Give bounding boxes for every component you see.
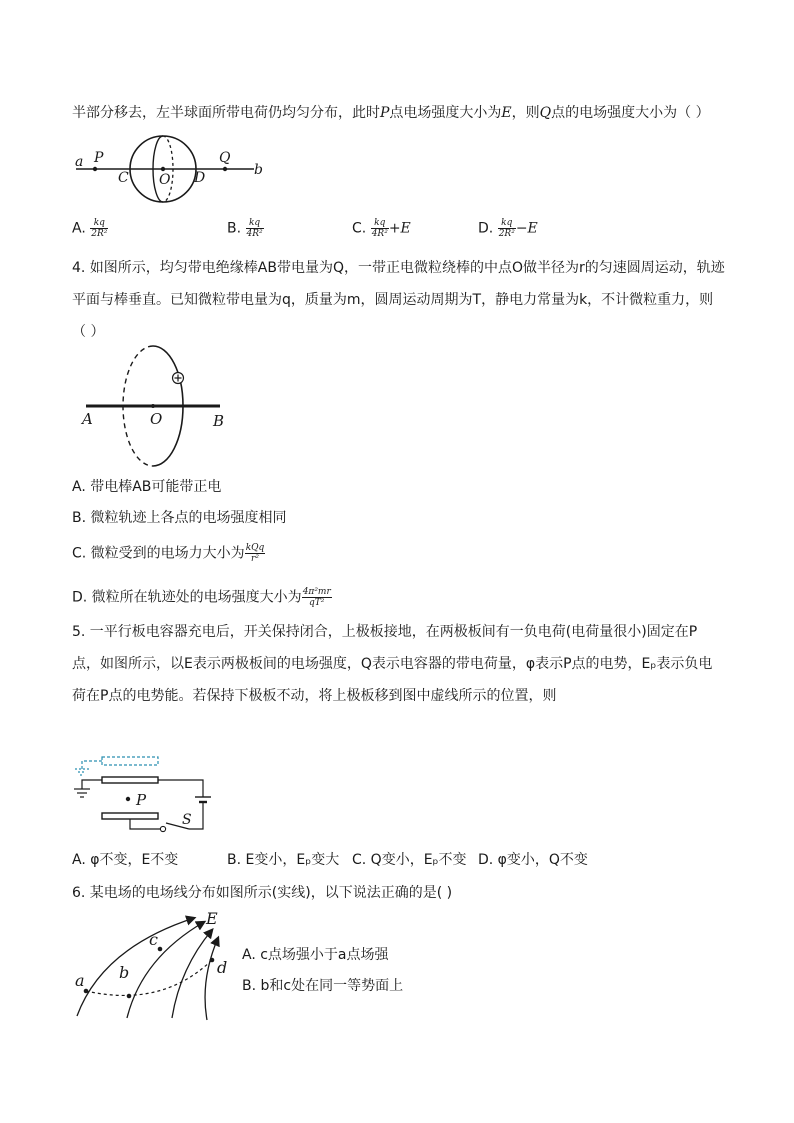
q6-stem: 6. 某电场的电场线分布如图所示(实线)，以下说法正确的是( ) [72,885,453,901]
label-C: C [118,170,129,186]
q6-option-b: B. b和c处在同一等势面上 [242,978,404,994]
q4-option-c: C. 微粒受到的电场力大小为 $\frac{\text{kQq}}{\text{r²}}$ [72,543,265,564]
q5-stem-line2: 点，如图所示，以E表示两极板间的电场强度，Q表示电容器的带电荷量，φ表示P点的电势，Eₚ表示负电 [72,656,713,672]
label-a: a [75,154,84,170]
q6-option-a: A. c点场强小于a点场强 [242,947,389,963]
q5-option-d: D. φ变小，Q不变 [478,852,588,868]
q4-option-b: B. 微粒轨迹上各点的电场强度相同 [72,510,287,526]
q5-option-a: A. φ不变，E不变 [72,852,179,868]
label-d: d [217,958,228,977]
label-Q: Q [219,150,231,166]
label-E: E [206,909,218,928]
q3-option-a: A. $\frac{kq}{\text{2R²}}$ [72,218,108,239]
label-c: c [149,930,158,949]
q6-field-lines-figure [72,908,242,1020]
q3-stem: 半部分移去，左半球面所带电荷仍均匀分布，此时P点电场强度大小为E，则Q点的电场强度大小为（ ） [72,105,710,121]
q4-stem-line3: （ ） [72,324,105,340]
label-P: P [136,791,147,809]
q5-stem-line1: 5. 一平行板电容器充电后，开关保持闭合，上极板接地，在两极板间有一负电荷(电荷量很小)固定在P [72,624,698,640]
label-b: b [119,963,130,982]
label-P: P [94,150,104,166]
label-O: O [150,410,163,428]
label-A: A [82,410,93,428]
q5-option-b: B. E变小，Eₚ变大 [227,852,340,868]
q5-stem-line3: 荷在P点的电势能。若保持下极板不动，将上极板移到图中虚线所示的位置，则 [72,688,557,704]
q4-stem-line2: 平面与棒垂直。已知微粒带电量为q，质量为m，圆周运动周期为T，静电力常量为k，不计微粒重力，则 [72,292,714,308]
q4-rod-figure [80,340,230,490]
label-B: B [213,412,225,430]
q4-option-a: A. 带电棒AB可能带正电 [72,479,222,495]
q5-capacitor-figure [72,755,212,840]
q3-option-c: C. $\frac{kq}{\text{4R²}}$ +E [352,218,411,239]
q5-option-c: C. Q变小，Eₚ不变 [352,852,467,868]
q3-option-d: D. $\frac{kq}{\text{2R²}}$ −E [478,218,538,239]
label-D: D [194,170,206,186]
label-O: O [159,172,171,188]
q4-option-d: D. 微粒所在轨迹处的电场强度大小为 $\frac{\text{4π²mr}}{\text{qT²}}$ [72,587,331,608]
label-a: a [75,971,85,990]
q4-stem-line1: 4. 如图所示，均匀带电绝缘棒AB带电量为Q，一带正电微粒绕棒的中点O做半径为r的匀速圆周运动，轨迹 [72,260,725,276]
q3-sphere-figure [70,140,270,210]
q3-option-b: B. $\frac{kq}{\text{4R²}}$ [227,218,263,239]
label-b: b [254,162,263,178]
label-S: S [182,812,192,828]
